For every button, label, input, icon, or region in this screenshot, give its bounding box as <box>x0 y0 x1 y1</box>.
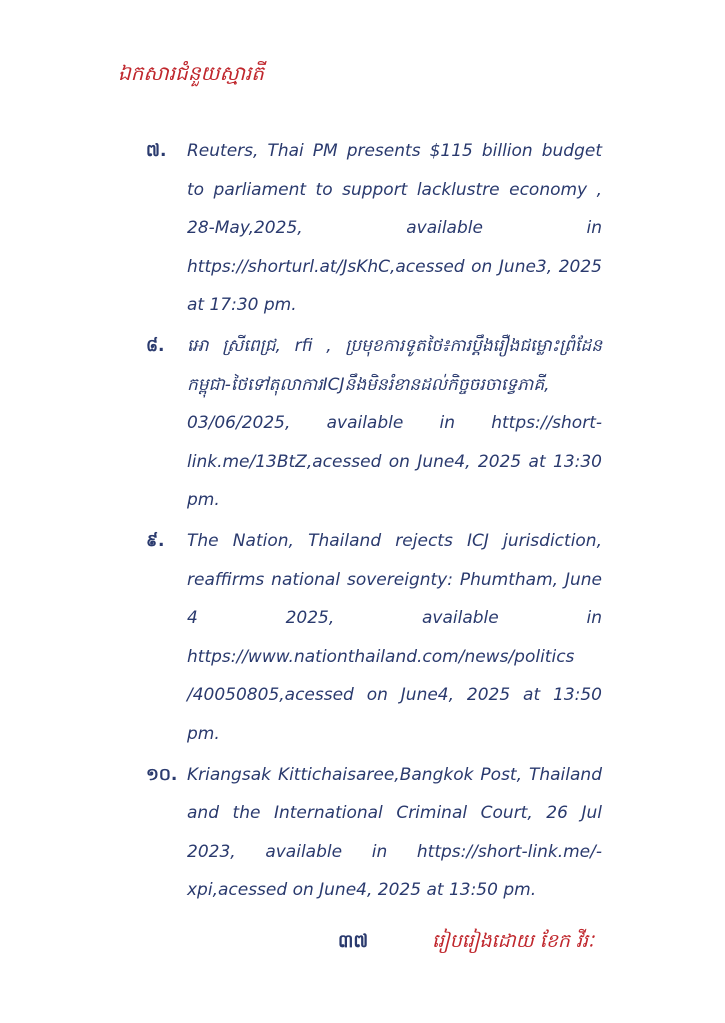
author-credit: រៀបរៀងដោយ ខែក វីរៈ <box>432 930 594 952</box>
reference-list <box>146 132 602 912</box>
reference-text: អោ ស្រីពេជ្រ, rfi , ប្រមុខការទូតថៃ៖ការប្តឹងរឿងជម្លោះព្រំដែនកម្ពុជា-ថៃទៅតុលាការICJនឹងមិនរំខានដល់កិច្ចចរចាទ្វេភាគី, 03/06/2025, available in https://short-link.me/13BtZ,acessed on June4, 2025 at 13:30 pm. <box>187 335 602 511</box>
reference-number: ៧. <box>146 141 167 161</box>
reference-number: ៩. <box>146 530 165 551</box>
reference-number: ១០. <box>146 764 178 785</box>
header-title: ឯកសារជំនួយស្មារតី <box>118 61 264 85</box>
reference-item <box>146 327 602 520</box>
reference-item <box>146 522 602 754</box>
page-number: ៣៧ <box>338 931 369 952</box>
reference-text: Reuters, Thai PM presents $115 billion budget to parliament to support lacklustre economy , 28-May,2025, available in https://shorturl.at/JsKhC,acessed on June3, 2025 at 17:30 pm. <box>187 141 602 316</box>
reference-item <box>146 756 602 910</box>
reference-text: Kriangsak Kittichaisaree,Bangkok Post, Thailand and the International Criminal Court, 26 Jul 2023, available in https://short-link.me/-xpi,acessed on June4, 2025 at 13:50 pm. <box>187 764 602 901</box>
reference-item <box>146 132 602 325</box>
reference-text: The Nation, Thailand rejects ICJ jurisdiction, reaffirms national sovereignty: Phumtham, June 4 2025, available in https://www.nationthailand.com/news/politics /40050805,acessed on June4, 2025 at 13:50 pm. <box>187 530 602 744</box>
reference-number: ៨. <box>146 335 165 356</box>
